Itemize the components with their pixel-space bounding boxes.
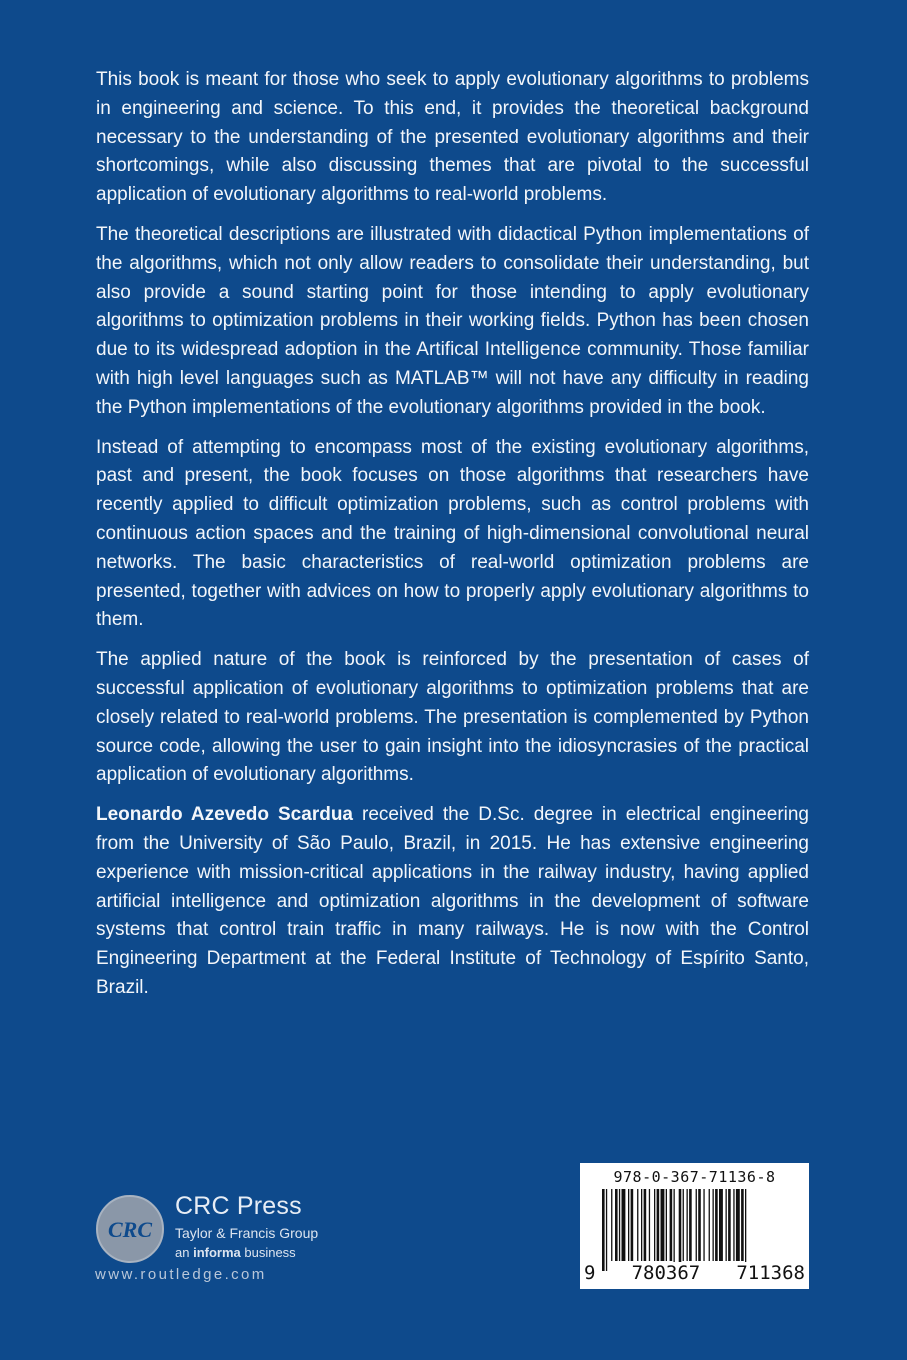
blurb-paragraph-3: Instead of attempting to encompass most of the existing evolutionary algorithms, past and present, the book focuses on those algorithms that researchers have recently applied to difficult optimization problems, such as control problems with continuous action spaces and the training of high-dimensional convolutional neural networks. The basic characteristics of real-world optimization problems are presented, together with advices on how to properly apply evolutionary algorithms to them. bbox=[96, 436, 809, 631]
barcode-bar bbox=[741, 1189, 744, 1261]
barcode-bars bbox=[602, 1189, 792, 1271]
barcode-bar bbox=[615, 1189, 618, 1261]
isbn-barcode bbox=[580, 1163, 809, 1289]
barcode-bar bbox=[628, 1189, 629, 1261]
business-prefix: an bbox=[175, 1245, 194, 1260]
barcode-bar bbox=[619, 1189, 620, 1261]
barcode-bar bbox=[661, 1189, 665, 1261]
blurb-paragraph-2: The theoretical descriptions are illustrated with didactical Python implementations of the algorithms, which not only allow readers to consolidate their understanding, but also provide a sound starting point for those intending to apply evolutionary algorithms to optimization problems in their working fields. Python has been chosen due to its widespread adoption in the Artifical Intelligence community. Those familiar with high level languages such as MATLAB™ will not have any difficulty in reading the Python implementations of the evolutionary algorithms provided in the book. bbox=[96, 223, 809, 418]
barcode-bar bbox=[674, 1189, 675, 1271]
author-name: Leonardo Azevedo Scardua bbox=[96, 804, 353, 826]
barcode-bar bbox=[728, 1189, 731, 1261]
barcode-bar bbox=[736, 1189, 740, 1261]
barcode-bar bbox=[622, 1189, 626, 1261]
back-cover-blurb bbox=[96, 66, 809, 1014]
barcode-bar bbox=[683, 1189, 684, 1261]
barcode-bar bbox=[611, 1189, 612, 1261]
blurb-paragraph-1: This book is meant for those who seek to apply evolutionary algorithms to problems in engineering and science. To this end, it provides the theoretical background necessary to the understanding of the presented evolutionary algorithms and their shortcomings, while also discussing themes that are pivotal to the successful application of evolutionary algorithms to real-world problems. bbox=[96, 69, 809, 206]
barcode-bar bbox=[641, 1189, 642, 1261]
barcode-bar bbox=[719, 1189, 723, 1261]
barcode-bar bbox=[703, 1189, 704, 1261]
barcode-digits bbox=[584, 1262, 805, 1284]
barcode-bar bbox=[644, 1189, 647, 1261]
barcode-bar bbox=[745, 1189, 746, 1271]
barcode-bar bbox=[733, 1189, 734, 1261]
barcode-bar bbox=[709, 1189, 710, 1261]
isbn-number: 978-0-367-71136-8 bbox=[613, 1168, 776, 1186]
crc-logo-text: CRC bbox=[107, 1217, 153, 1242]
author-bio-text: received the D.Sc. degree in electrical engineering from the University of São Paulo, Brazil, in 2015. He has extensive engineering experience with mission-critical applications in the railway industry, having applied artificial intelligence and optimization algorithms in the development of software systems that control train traffic in many railways. He is now with the Control Engineering Department at the Federal Institute of Technology of Espírito Santo, Brazil. bbox=[96, 804, 809, 998]
barcode-bar bbox=[631, 1189, 634, 1261]
publisher-business-line bbox=[175, 1245, 296, 1260]
barcode-bar bbox=[726, 1189, 727, 1261]
business-suffix: business bbox=[240, 1245, 296, 1260]
barcode-bar bbox=[670, 1189, 673, 1261]
barcode-bar bbox=[689, 1189, 692, 1261]
informa-brand: informa bbox=[193, 1245, 241, 1260]
barcode-bar bbox=[679, 1189, 682, 1271]
barcode-bar bbox=[657, 1189, 660, 1261]
barcode-bar bbox=[637, 1189, 638, 1261]
barcode-bar bbox=[698, 1189, 701, 1261]
barcode-bar bbox=[602, 1189, 605, 1271]
barcode-bar bbox=[713, 1189, 714, 1261]
barcode-bar bbox=[696, 1189, 697, 1261]
barcode-bar bbox=[654, 1189, 655, 1261]
barcode-bar bbox=[666, 1189, 667, 1261]
barcode-digits-left: 780367 bbox=[631, 1262, 701, 1284]
barcode-bar bbox=[649, 1189, 650, 1261]
barcode-digits-right: 711368 bbox=[736, 1262, 805, 1284]
barcode-bar bbox=[606, 1189, 607, 1271]
publisher-group: Taylor & Francis Group bbox=[175, 1225, 319, 1241]
publisher-block bbox=[95, 1192, 395, 1292]
barcode-bar bbox=[687, 1189, 688, 1261]
barcode-bar bbox=[715, 1189, 718, 1261]
blurb-paragraph-4: The applied nature of the book is reinforced by the presentation of cases of successful application of evolutionary algorithms to optimization problems that are closely related to real-world problems. The presentation is complemented by Python source code, allowing the user to gain insight into the idiosyncrasies of the practical application of evolutionary algorithms. bbox=[96, 649, 809, 786]
author-bio bbox=[96, 801, 809, 1003]
publisher-url: www.routledge.com bbox=[95, 1266, 267, 1283]
barcode-digit-first: 9 bbox=[584, 1262, 596, 1284]
crc-press-logo bbox=[95, 1194, 165, 1264]
publisher-name: CRC Press bbox=[175, 1192, 302, 1220]
